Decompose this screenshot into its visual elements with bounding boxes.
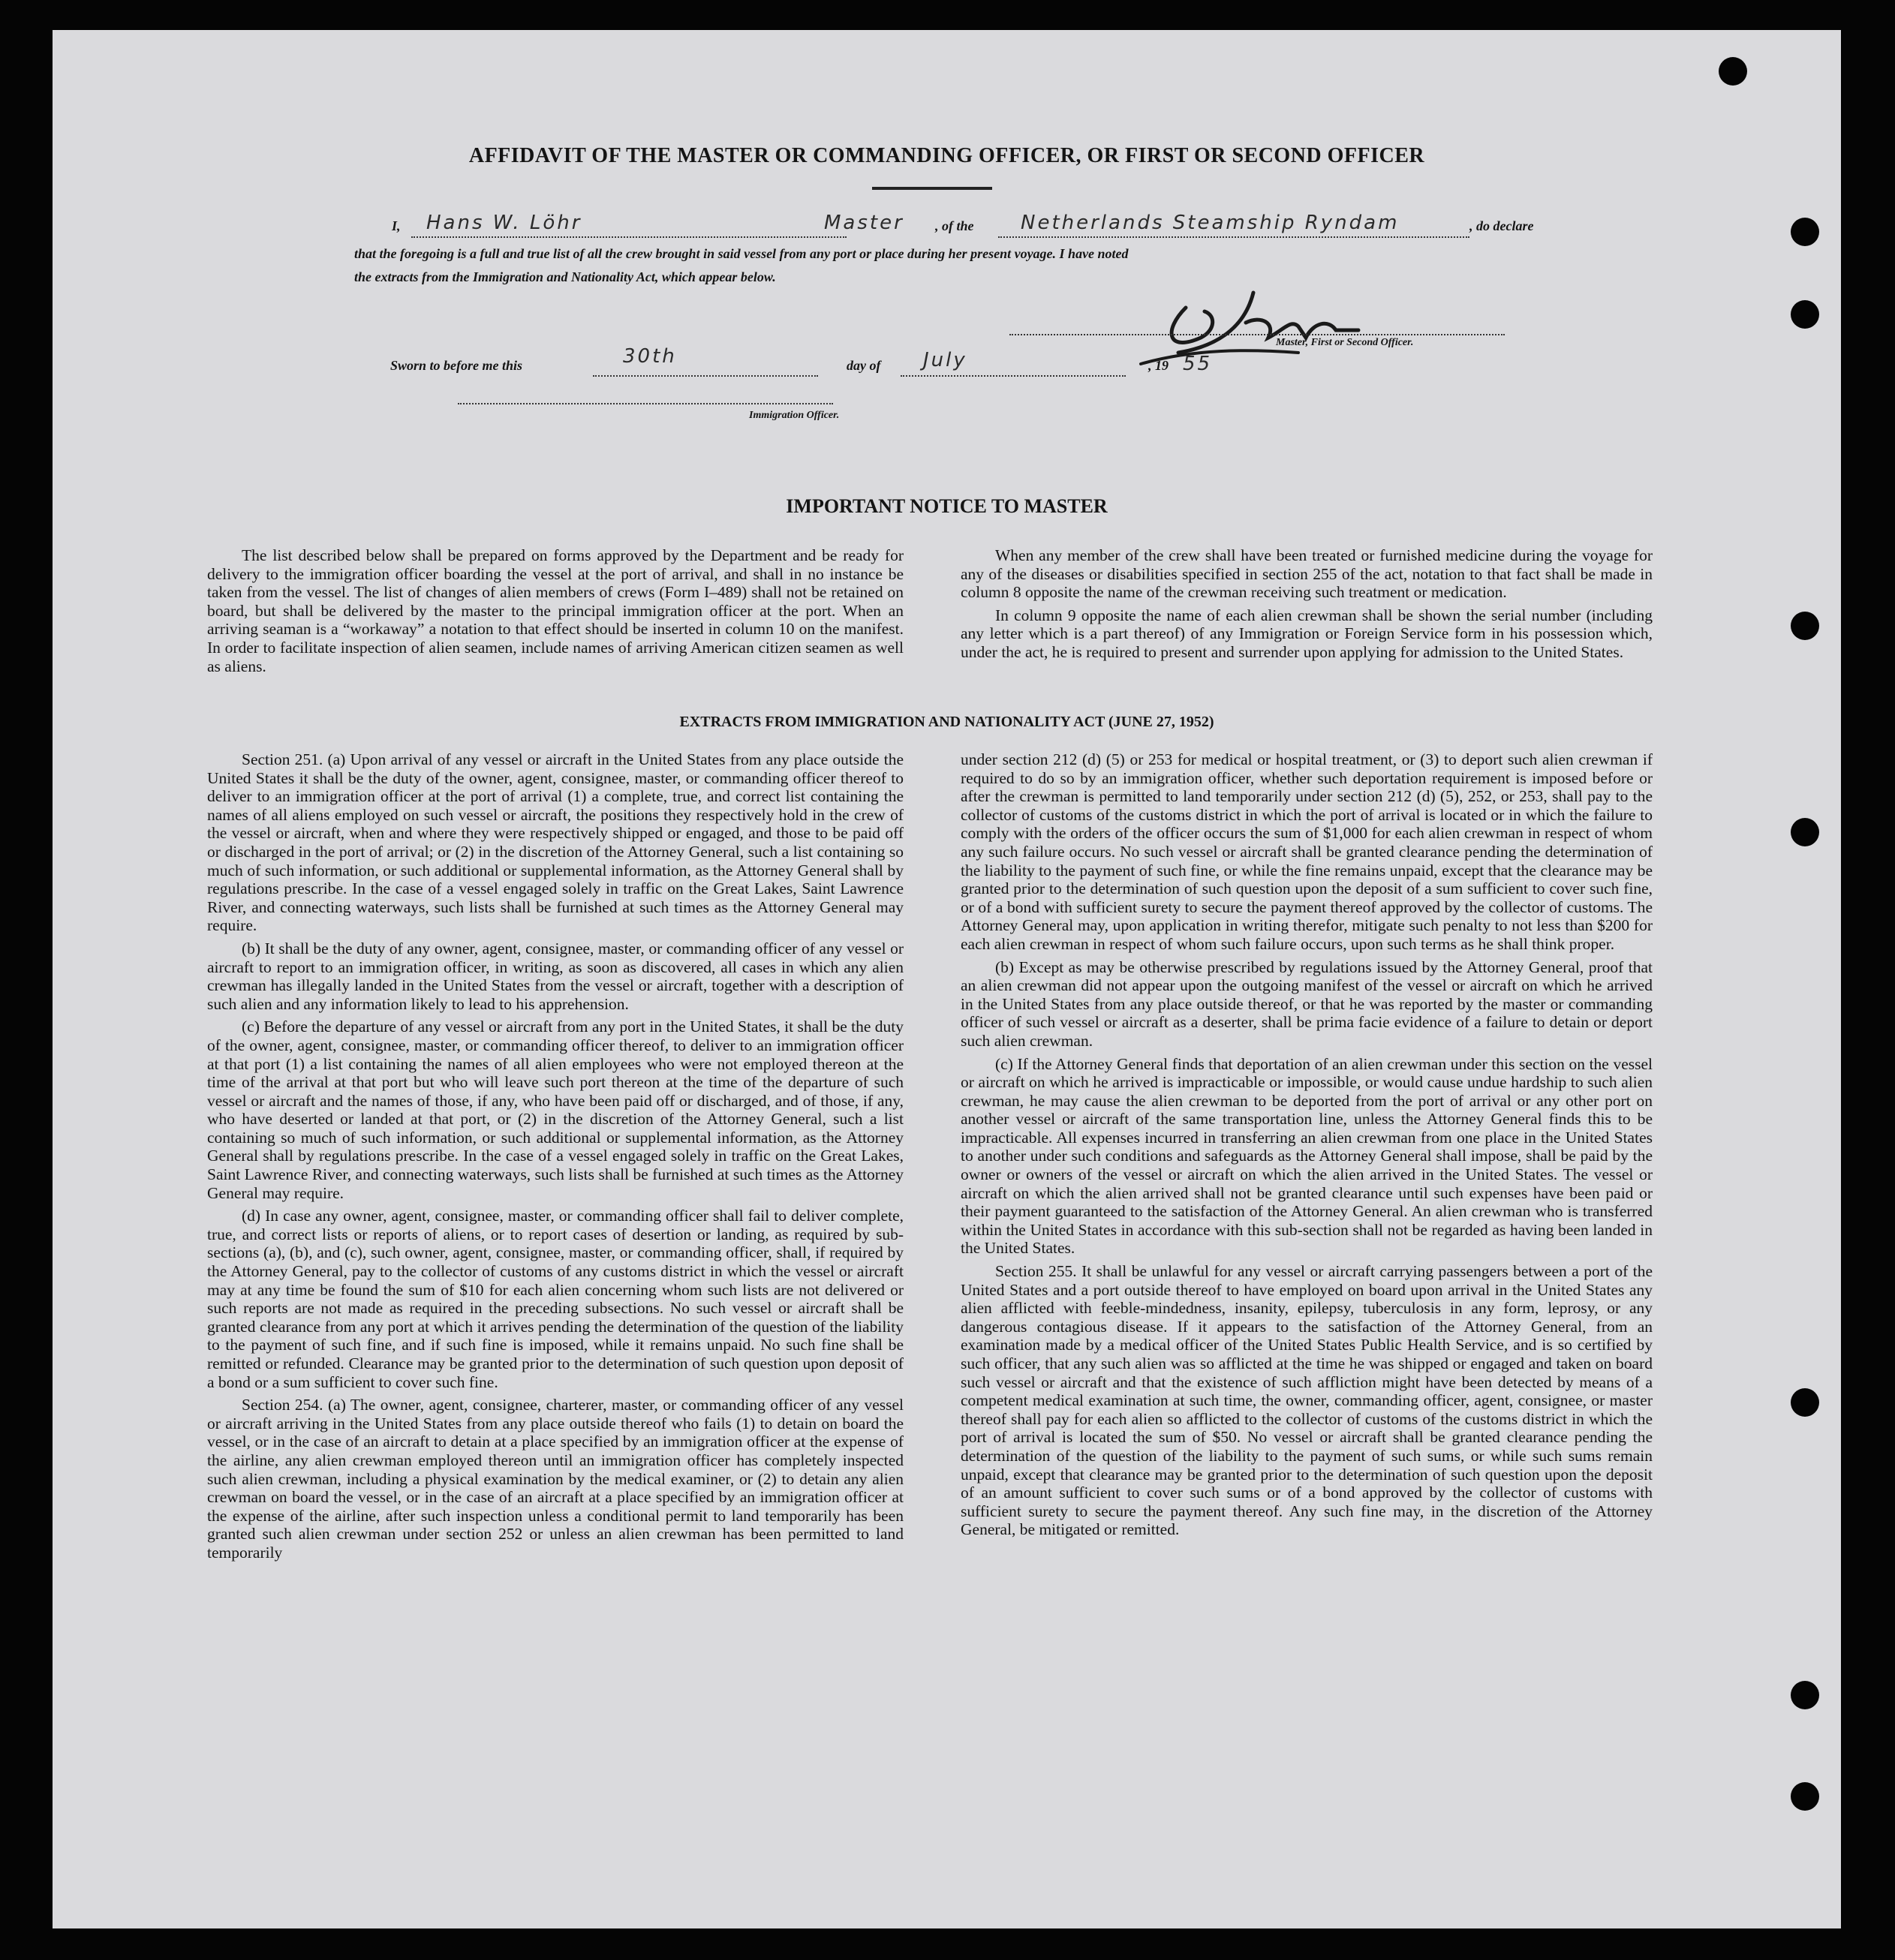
punch-hole bbox=[1791, 1388, 1819, 1417]
notice-paragraph: When any member of the crew shall have been treated or furnished medicine during the voyage for any of the diseases or disabilities specified in section 255 of the act, notation to that fact shall be made in column 8 opposite the name of the crewman receiving such treatment or medication. bbox=[961, 546, 1653, 602]
officer-caption: Immigration Officer. bbox=[749, 410, 840, 421]
vessel-line bbox=[998, 236, 1469, 238]
notice-right-column bbox=[961, 546, 1653, 666]
section-paragraph: (b) It shall be the duty of any owner, agent, consignee, master, or commanding officer of any vessel or aircraft to report to an immigration officer, in writing, as soon as discovered, all cases in which any alien crewman has illegally landed in the United States from the vessel or aircraft, together with a description of such alien and any information likely to lead to his apprehension. bbox=[207, 939, 904, 1013]
punch-hole bbox=[1791, 612, 1819, 640]
of-the-label: , of the bbox=[935, 218, 974, 233]
section-paragraph: Section 255. It shall be unlawful for any vessel or aircraft carrying passengers between a port of the United States and a port outside thereof to have employed on board upon arrival in the United States any alien afflicted with feeble-mindedness, insanity, epilepsy, tuberculosis in any form, leprosy, or any dangerous contagious disease. If it appears to the satisfaction of the Attorney General, from an examination made by a medical officer of the United States Public Health Service, and is so certified by such officer, that any such alien was so afflicted at the time he was shipped or engaged and taken on board such vessel or aircraft and that the existence of such affliction might have been detected by means of a competent medical examination at such time, the owner, commanding officer, agent, consignee, or master thereof shall pay for each alien so afflicted to the collector of customs of the customs district in which the port of arrival is located the sum of $50. No vessel or aircraft shall be granted clearance pending the determination of the question of the liability to the payment of such sums, or while such sums remain unpaid, except that clearance may be granted prior to the determination of such question upon the deposit of an amount sufficient to cover such sums or of a bond approved by the collector of customs with sufficient surety to secure the payment thereof. Any such fine may, in the discretion of the Attorney General, be mitigated or remitted. bbox=[961, 1262, 1653, 1539]
section-paragraph: under section 212 (d) (5) or 253 for medical or hospital treatment, or (3) to deport such alien crewman if required to do so by an immigration officer, whether such deportation requirement is imposed before or after the crewman is permitted to land temporarily under section 212 (d) (5), 252, or 253, shall pay to the collector of customs of the customs district in which the port of arrival is located or in which the failure to comply with the orders of the officer occurs the sum of $1,000 for each alien crewman in respect of whom any such failure occurs. No such vessel or aircraft shall be granted clearance pending the determination of the liability to the payment of such fine, or while the fine remains unpaid, except that the clearance may be granted prior to the determination of such question upon the deposit of a sum sufficient to cover such fine, or of a bond with sufficient surety to secure the payment thereof approved by the collector of customs. The Attorney General may, upon application in writing therefor, mitigate such penalty to not less than $200 for each alien crewman in respect of whom such failure occurs, upon such terms as he shall think proper. bbox=[961, 750, 1653, 953]
sworn-year: 55 bbox=[1183, 353, 1213, 375]
day-of-label: day of bbox=[847, 358, 881, 373]
notice-paragraph: In column 9 opposite the name of each alien crewman shall be shown the serial number (including any letter which is a part thereof) of any Immigration or Foreign Service form in his possession which, under the act, he is required to present and surrender upon applying for admission to the United States. bbox=[961, 606, 1653, 661]
punch-hole bbox=[1791, 1782, 1819, 1811]
name-line bbox=[411, 236, 847, 238]
sworn-label: Sworn to before me this bbox=[390, 358, 523, 373]
notice-title: IMPORTANT NOTICE TO MASTER bbox=[786, 495, 1108, 517]
sworn-month: July bbox=[923, 349, 967, 371]
punch-hole bbox=[1719, 57, 1747, 86]
extracts-right-column bbox=[961, 750, 1653, 1544]
extracts-left-column bbox=[207, 750, 904, 1567]
notice-paragraph: The list described below shall be prepared on forms approved by the Department and be ready for delivery to the immigration officer boarding the vessel at the port of arrival, and shall in no instance be taken from the vessel. The list of changes of alien members of crews (Form I–489) shall not be retained on board, but shall be delivered by the master to the principal immigration officer at the port. When an arriving seaman is a “workaway” a notation to that effect should be inserted in column 10 on the manifest. In order to facilitate inspection of alien seamen, include names of arriving American citizen seamen as well as aliens. bbox=[207, 546, 904, 675]
officer-line bbox=[458, 403, 833, 404]
affidavit-title: AFFIDAVIT OF THE MASTER OR COMMANDING OFFICER, OR FIRST OR SECOND OFFICER bbox=[468, 144, 1425, 167]
section-paragraph: Section 251. (a) Upon arrival of any vessel or aircraft in the United States from any place outside the United States it shall be the duty of the owner, agent, consignee, master, or commanding officer thereof to deliver to an immigration officer at the port of arrival (1) a complete, true, and correct list containing the names of all aliens employed on such vessel or aircraft, the positions they respectively hold in the crew of the vessel or aircraft, when and where they were respectively shipped or engaged, and those to be paid off or discharged in the port of arrival; or (2) in the discretion of the Attorney General, such a list containing so much of such information, or such additional or supplemental information, as the Attorney General shall by regulations prescribe. In the case of a vessel engaged solely in traffic on the Great Lakes, Saint Lawrence River, and connecting waterways, such lists shall be furnished at such times as the Attorney General may require. bbox=[207, 750, 904, 935]
master-rank: Master bbox=[824, 212, 904, 234]
signature-line bbox=[1009, 334, 1505, 335]
master-caption: Master, First or Second Officer. bbox=[1276, 337, 1414, 348]
punch-hole bbox=[1791, 300, 1819, 329]
punch-hole bbox=[1791, 218, 1819, 246]
punch-hole bbox=[1791, 818, 1819, 846]
section-paragraph: (b) Except as may be otherwise prescribed by regulations issued by the Attorney General, proof that an alien crewman did not appear upon the outgoing manifest of the vessel or aircraft on which he arrived in the United States from any place outside thereof, or that he was reported by the master or commanding officer of such vessel or aircraft as a deserter, shall be prima facie evidence of a failure to detain or deport such alien crewman. bbox=[961, 957, 1653, 1050]
sworn-day-line bbox=[593, 375, 818, 377]
sworn-day: 30th bbox=[623, 345, 677, 368]
affidavit-line3: the extracts from the Immigration and Nationality Act, which appear below. bbox=[354, 269, 776, 284]
affidavit-line2: that the foregoing is a full and true list of all the crew brought in said vessel from any port or place during her present voyage. I have noted bbox=[354, 246, 1129, 261]
affidavit-i: I, bbox=[392, 218, 401, 233]
extracts-title: EXTRACTS FROM IMMIGRATION AND NATIONALITY ACT (JUNE 27, 1952) bbox=[679, 714, 1214, 730]
section-paragraph: (d) In case any owner, agent, consignee, master, or commanding officer shall fail to deliver complete, true, and correct lists or reports of aliens, or to report cases of desertion or landing, as required by sub-sections (a), (b), and (c), such owner, agent, consignee, master, or commanding officer, shall, if required by the Attorney General, pay to the collector of customs of any customs district in which the vessel or aircraft may at any time be found the sum of $10 for each alien concerning whom such lists are not delivered or such reports are not made as required in the preceding subsections. No such vessel or aircraft shall be granted clearance from any port at which it arrives pending the determination of the question of the liability to the payment of such fine, and if such fine is imposed, while it remains unpaid. No such fine shall be remitted or refunded. Clearance may be granted prior to the determination of such question upon deposit of a bond or a sum sufficient to cover such fine. bbox=[207, 1207, 904, 1391]
section-paragraph: (c) If the Attorney General finds that deportation of an alien crewman under this section on the vessel or aircraft on which he arrived is impracticable or impossible, or would cause undue hardship to such alien crewman, he may cause the alien crewman to be deported from the port of arrival or any other port on another vessel or aircraft of the same transportation line, unless the Attorney General finds this to be impracticable. All expenses incurred in transferring an alien crewman from one place in the United States to another under such conditions and safeguards as the Attorney General shall impose, shall be paid by the owner or owners of the vessel or aircraft on which the alien arrived in the United States. The vessel or aircraft on which the alien arrived shall not be granted clearance until such expenses have been paid or their payment guaranteed to the satisfaction of the Attorney General. An alien crewman who is transferred within the United States in accordance with this sub-section shall not be regarded as having been landed in the United States. bbox=[961, 1054, 1653, 1258]
sworn-month-line bbox=[901, 375, 1126, 377]
master-signature bbox=[1133, 278, 1418, 368]
section-paragraph: (c) Before the departure of any vessel or aircraft from any port in the United States, it shall be the duty of the owner, agent, consignee, master, or commanding officer thereof, to deliver to an immigration officer at that port (1) a list containing the names of all alien employees who were not employed thereon at the time of the arrival at that port but who will leave such port thereon at the time of the departure of such vessel or aircraft and the names of those, if any, who have been paid off or discharged, and of those, if any, who have deserted or landed at that port, or (2) in the discretion of the Attorney General, such a list containing so much of such information, or such additional or supplemental information, as the Attorney General shall by regulations prescribe. In the case of a vessel engaged solely in traffic on the Great Lakes, Saint Lawrence River, and connecting waterways, such lists shall be furnished at such times as the Attorney General may require. bbox=[207, 1018, 904, 1202]
year-label: , 19 bbox=[1148, 358, 1169, 373]
vessel-name: Netherlands Steamship Ryndam bbox=[1021, 212, 1400, 234]
master-name: Hans W. Löhr bbox=[426, 212, 582, 234]
do-declare-label: , do declare bbox=[1469, 218, 1534, 233]
document-page bbox=[53, 30, 1841, 1928]
section-paragraph: Section 254. (a) The owner, agent, consignee, charterer, master, or commanding officer of any vessel or aircraft arriving in the United States from any place outside thereof who fails (1) to detain on board the vessel, or in the case of an aircraft to detain at a place specified by an immigration officer at the expense of the airline, any alien crewman employed thereon until an immigration officer has completely inspected such alien crewman, including a physical examination by the medical examiner, or (2) to detain any alien crewman on board the vessel, or in the case of an aircraft at a place specified by an immigration officer at the expense of the airline, after such inspection unless a conditional permit to land temporarily has been granted such alien crewman under section 252 or unless an alien crewman has been permitted to land temporarily bbox=[207, 1396, 904, 1562]
punch-hole bbox=[1791, 1681, 1819, 1709]
notice-left-column bbox=[207, 546, 904, 680]
title-rule bbox=[872, 187, 992, 190]
